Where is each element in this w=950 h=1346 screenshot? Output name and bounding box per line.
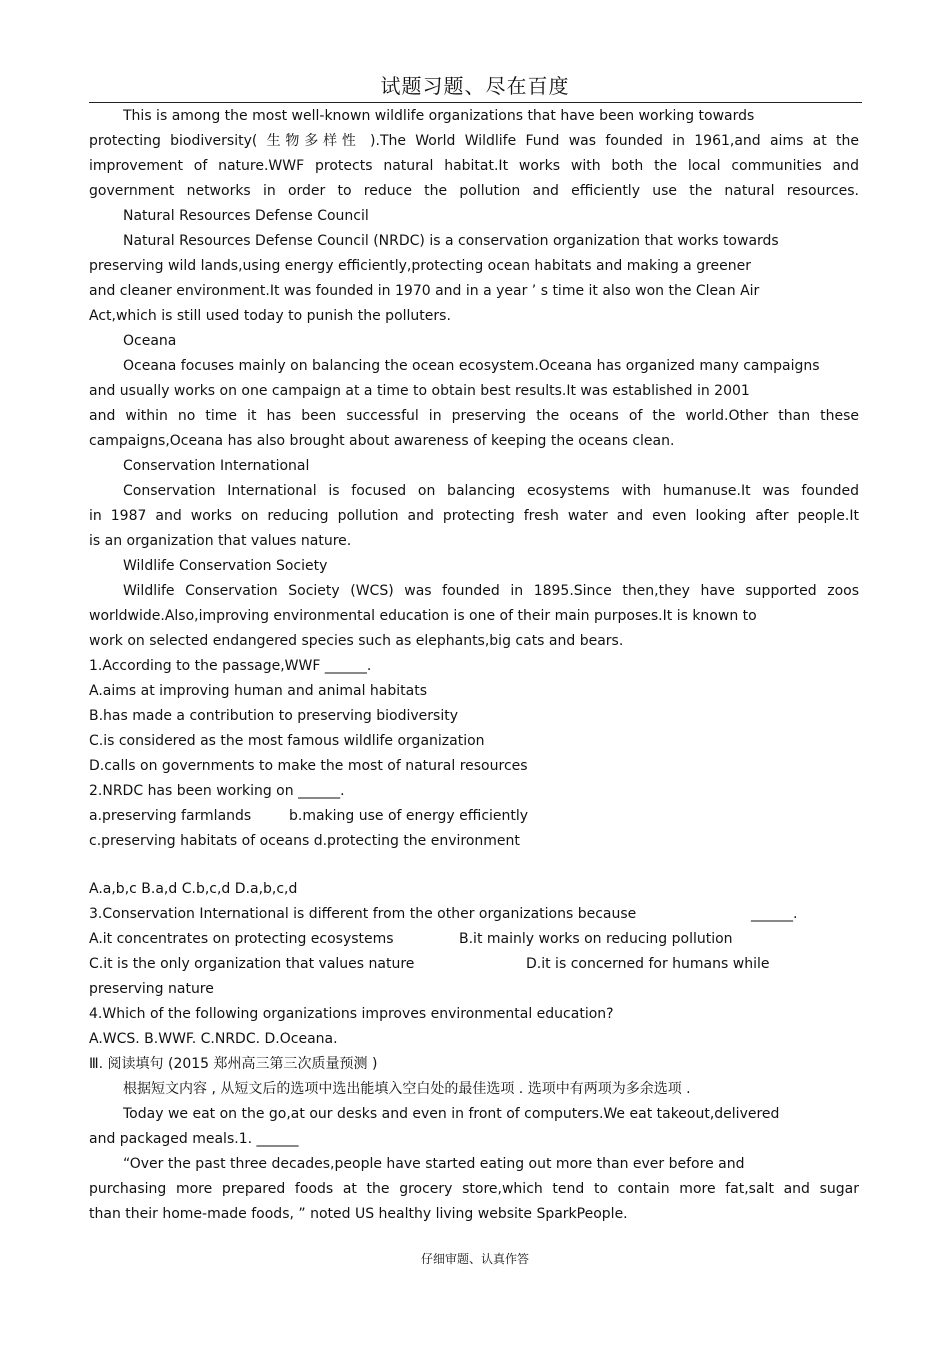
text-line: than their home-made foods, ” noted US healthy living website SparkPeople.	[89, 1206, 628, 1222]
answer-option: C.it is the only organization that values nature	[89, 956, 415, 972]
sub-option: a.preserving farmlands	[89, 808, 252, 824]
answer-option: B.it mainly works on reducing pollution	[459, 931, 733, 947]
text-line: improvement of nature.WWF protects natural habitat.It works with both the local communities and	[89, 158, 859, 174]
page-footer: 仔细审题、认真作答	[420, 1252, 529, 1266]
answer-option: A.it concentrates on protecting ecosystems	[89, 931, 394, 947]
text-line: in 1987 and works on reducing pollution and protecting fresh water and even looking after people.It	[89, 508, 859, 524]
answer-option: A.aims at improving human and animal habitats	[89, 683, 428, 699]
instruction-text: 根据短文内容 , 从短文后的选项中选出能填入空白处的最佳选项 . 选项中有两项为多余选项 .	[123, 1081, 691, 1097]
text-line: campaigns,Oceana has also brought about awareness of keeping the oceans clean.	[89, 433, 675, 449]
question-row	[89, 904, 859, 929]
text-line: government networks in order to reduce the pollution and efficiently use the natural resources.	[89, 183, 859, 199]
sub-option: b.making use of energy efficiently	[289, 808, 529, 824]
answer-option-continued: preserving nature	[89, 981, 214, 997]
section-heading: Natural Resources Defense Council	[123, 208, 369, 224]
text-line: “Over the past three decades,people have started eating out more than ever before and	[123, 1156, 745, 1172]
answer-options-row: A.a,b,c B.a,d C.b,c,d D.a,b,c,d	[89, 881, 298, 897]
answer-option: B.has made a contribution to preserving biodiversity	[89, 708, 458, 724]
document-body	[89, 106, 859, 1229]
sub-options-row	[89, 806, 859, 831]
text-line: and within no time it has been successful in preserving the oceans of the world.Other than these	[89, 408, 859, 424]
text-line: Act,which is still used today to punish the polluters.	[89, 308, 451, 324]
text-line: Conservation International is focused on balancing ecosystems with humanuse.It was founded	[123, 483, 859, 499]
answer-option: C.is considered as the most famous wildlife organization	[89, 733, 485, 749]
text-line: Today we eat on the go,at our desks and even in front of computers.We eat takeout,delivered	[123, 1106, 780, 1122]
question: 3.Conservation International is different from the other organizations because	[89, 906, 637, 922]
section-heading: Wildlife Conservation Society	[123, 558, 328, 574]
text-line: protecting biodiversity( 生物多样性 ).The World Wildlife Fund was founded in 1961,and aims at the	[89, 133, 859, 149]
section-heading: Oceana	[123, 333, 177, 349]
text-line: work on selected endangered species such as elephants,big cats and bears.	[89, 633, 624, 649]
text-line: preserving wild lands,using energy efficiently,protecting ocean habitats and making a greener	[89, 258, 752, 274]
section-heading: Conservation International	[123, 458, 310, 474]
question: 1.According to the passage,WWF ______.	[89, 658, 372, 674]
text-line: is an organization that values nature.	[89, 533, 352, 549]
text-line: worldwide.Also,improving environmental education is one of their main purposes.It is known to	[89, 608, 757, 624]
section-heading: Ⅲ. 阅读填句 (2015 郑州高三第三次质量预测 )	[89, 1056, 378, 1072]
header-rule	[89, 102, 862, 103]
answer-option: D.calls on governments to make the most of natural resources	[89, 758, 528, 774]
page-header: 试题习题、尽在百度	[380, 74, 570, 98]
text-line: Natural Resources Defense Council (NRDC) is a conservation organization that works towards	[123, 233, 779, 249]
question: 2.NRDC has been working on ______.	[89, 783, 345, 799]
blank-gap	[89, 856, 859, 879]
answer-options-row: A.WCS. B.WWF. C.NRDC. D.Oceana.	[89, 1031, 338, 1047]
text-line: purchasing more prepared foods at the grocery store,which tend to contain more fat,salt and sugar	[89, 1181, 859, 1197]
sub-option: c.preserving habitats of oceans d.protecting the environment	[89, 833, 520, 849]
text-line: This is among the most well-known wildlife organizations that have been working towards	[123, 108, 755, 124]
options-row	[89, 954, 859, 979]
text-line: and usually works on one campaign at a time to obtain best results.It was established in 2001	[89, 383, 750, 399]
options-row	[89, 929, 859, 954]
question: 4.Which of the following organizations improves environmental education?	[89, 1006, 614, 1022]
answer-option: D.it is concerned for humans while	[526, 956, 770, 972]
text-line: and cleaner environment.It was founded in 1970 and in a year ’ s time it also won the Clean Air	[89, 283, 760, 299]
text-line: Oceana focuses mainly on balancing the ocean ecosystem.Oceana has organized many campaigns	[123, 358, 820, 374]
answer-blank: ______.	[751, 906, 798, 922]
text-line: Wildlife Conservation Society (WCS) was founded in 1895.Since then,they have supported zoos	[123, 583, 859, 599]
text-line: and packaged meals.1. ______	[89, 1131, 299, 1147]
